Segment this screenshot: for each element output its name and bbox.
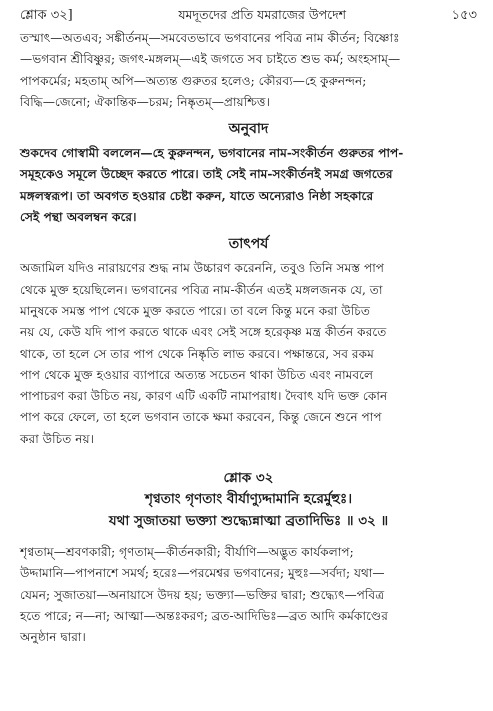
synonym-line: শৃণ্বতাম্—শ্রবণকারী; গৃণতাম্—কীর্তনকারী; বীর্যাণি—অদ্ভুত কার্যকলাপ; <box>20 545 354 560</box>
translation-line: সেই পন্থা অবলম্বন করে। <box>20 210 137 225</box>
purport-heading: তাৎপর্য <box>228 236 269 253</box>
purport-line: থেকে মুক্ত হয়েছিলেন। ভগবানের পবিত্র নাম-কীর্তন এতই মঙ্গলজনক যে, তা <box>20 282 383 297</box>
purport-line: থাকে, তা হলে সে তার পাপ থেকে নিষ্কৃতি লাভ করবে। পক্ষান্তরে, সব রকম <box>20 346 374 361</box>
synonym-line: বিদ্ধি—জেনো; ঐকান্তিক—চরম; নিষ্কৃতম্—প্রায়শ্চিত্ত। <box>20 94 270 109</box>
purport-line: পাপ করে ফেলে, তা হলে ভগবান তাকে ক্ষমা করবেন, কিন্তু জেনে শুনে পাপ <box>20 410 382 425</box>
purport-line: পাপাচরণ করা উচিত নয়, কারণ এটি একটি নামাপরাধ। দৈবাৎ যদি ভক্ত কোন <box>20 389 388 404</box>
synonym-line: তস্মাৎ—অতএব; সঙ্কীর্তনম্—সমবেতভাবে ভগবানের পবিত্র নাম কীর্তন; বিষ্ণোঃ <box>20 31 400 45</box>
purport-line: পাপ থেকে মুক্ত হওয়ার ব্যাপারে অত্যন্ত সচেতন থাকা উচিত এবং নামবলে <box>20 367 374 382</box>
translation-line: শুকদেব গোস্বামী বললেন—হে কুরুনন্দন, ভগবানের নাম-সংকীর্তন গুরুতর পাপ- <box>20 146 404 161</box>
synonyms-top <box>20 28 477 113</box>
synonym-line: অনুষ্ঠান দ্বারা। <box>20 630 86 645</box>
verse-line: যথা সুজাতয়া ভক্ত্যা শুদ্ধ্যেন্নাত্মা ব্রতাদিভিঃ ॥ ৩২ ॥ <box>108 513 389 530</box>
verse-heading: শ্লোক ৩২ <box>223 470 274 487</box>
synonym-line: হতে পারে; ন—না; আত্মা—অন্তঃকরণ; ব্রত-আদিভিঃ—ব্রত আদি কর্মকাণ্ডের <box>20 608 388 623</box>
synonym-line: উদ্দামানি—পাপনাশে সমর্থ; হরেঃ—পরমেশ্বর ভগবানের; মুহুঃ—সর্বদা; যথা— <box>20 566 385 581</box>
page-header <box>20 6 477 28</box>
synonym-line: পাপকর্মের; মহতাম্ অপি—অত্যন্ত গুরুতর হলেও; কৌরব্য—হে কুরুনন্দন; <box>20 73 367 88</box>
translation-heading: অনুবাদ <box>228 121 269 138</box>
page-number: ১৫৩ <box>451 8 477 23</box>
purport-line: করা উচিত নয়। <box>20 431 95 446</box>
translation-line: মঙ্গলস্বরূপ। তা অবগত হওয়ার চেষ্টা করুন, যাতে অন্যেরাও নিষ্ঠা সহকারে <box>20 188 374 203</box>
translation-line: সমূহকেও সমূলে উচ্ছেদ করতে পারে। তাই সেই নাম-সংকীর্তনই সমগ্র জগতের <box>20 167 393 182</box>
verse-line: শৃণ্বতাং গৃণতাং বীর্যাণ্যুদ্দামানি হরের্মুহুঃ। <box>144 491 353 508</box>
header-chapter-title: যমদূতদের প্রতি যমরাজের উপদেশ <box>178 7 347 22</box>
purport-line: নয় যে, কেউ যদি পাপ করতে থাকে এবং সেই সঙ্গে হরেকৃষ্ণ মন্ত্র কীর্তন করতে <box>20 325 387 340</box>
translation-block <box>20 143 477 228</box>
purport-block <box>20 258 477 450</box>
synonym-line: —ভগবান শ্রীবিষ্ণুর; জগৎ-মঙ্গলম্—এই জগতে সব চাইতে শুভ কর্ম; অংহসাম্— <box>20 52 401 67</box>
synonyms-bottom <box>20 542 477 648</box>
purport-line: অজামিল যদিও নারায়ণের শুদ্ধ নাম উচ্চারণ করেননি, তবুও তিনি সমস্ত পাপ <box>20 261 385 276</box>
synonym-line: যেমন; সুজাতয়া—অনায়াসে উদয় হয়; ভক্ত্যা—ভক্তির দ্বারা; শুদ্ধ্যেৎ—পবিত্র <box>20 587 385 602</box>
purport-line: মানুষকে সমস্ত পাপ থেকে মুক্ত করতে পারে। তা বলে কিন্তু মনে করা উচিত <box>20 303 371 318</box>
verse-block <box>20 488 477 532</box>
header-verse-ref: শ্লোক ৩২] <box>20 8 73 23</box>
